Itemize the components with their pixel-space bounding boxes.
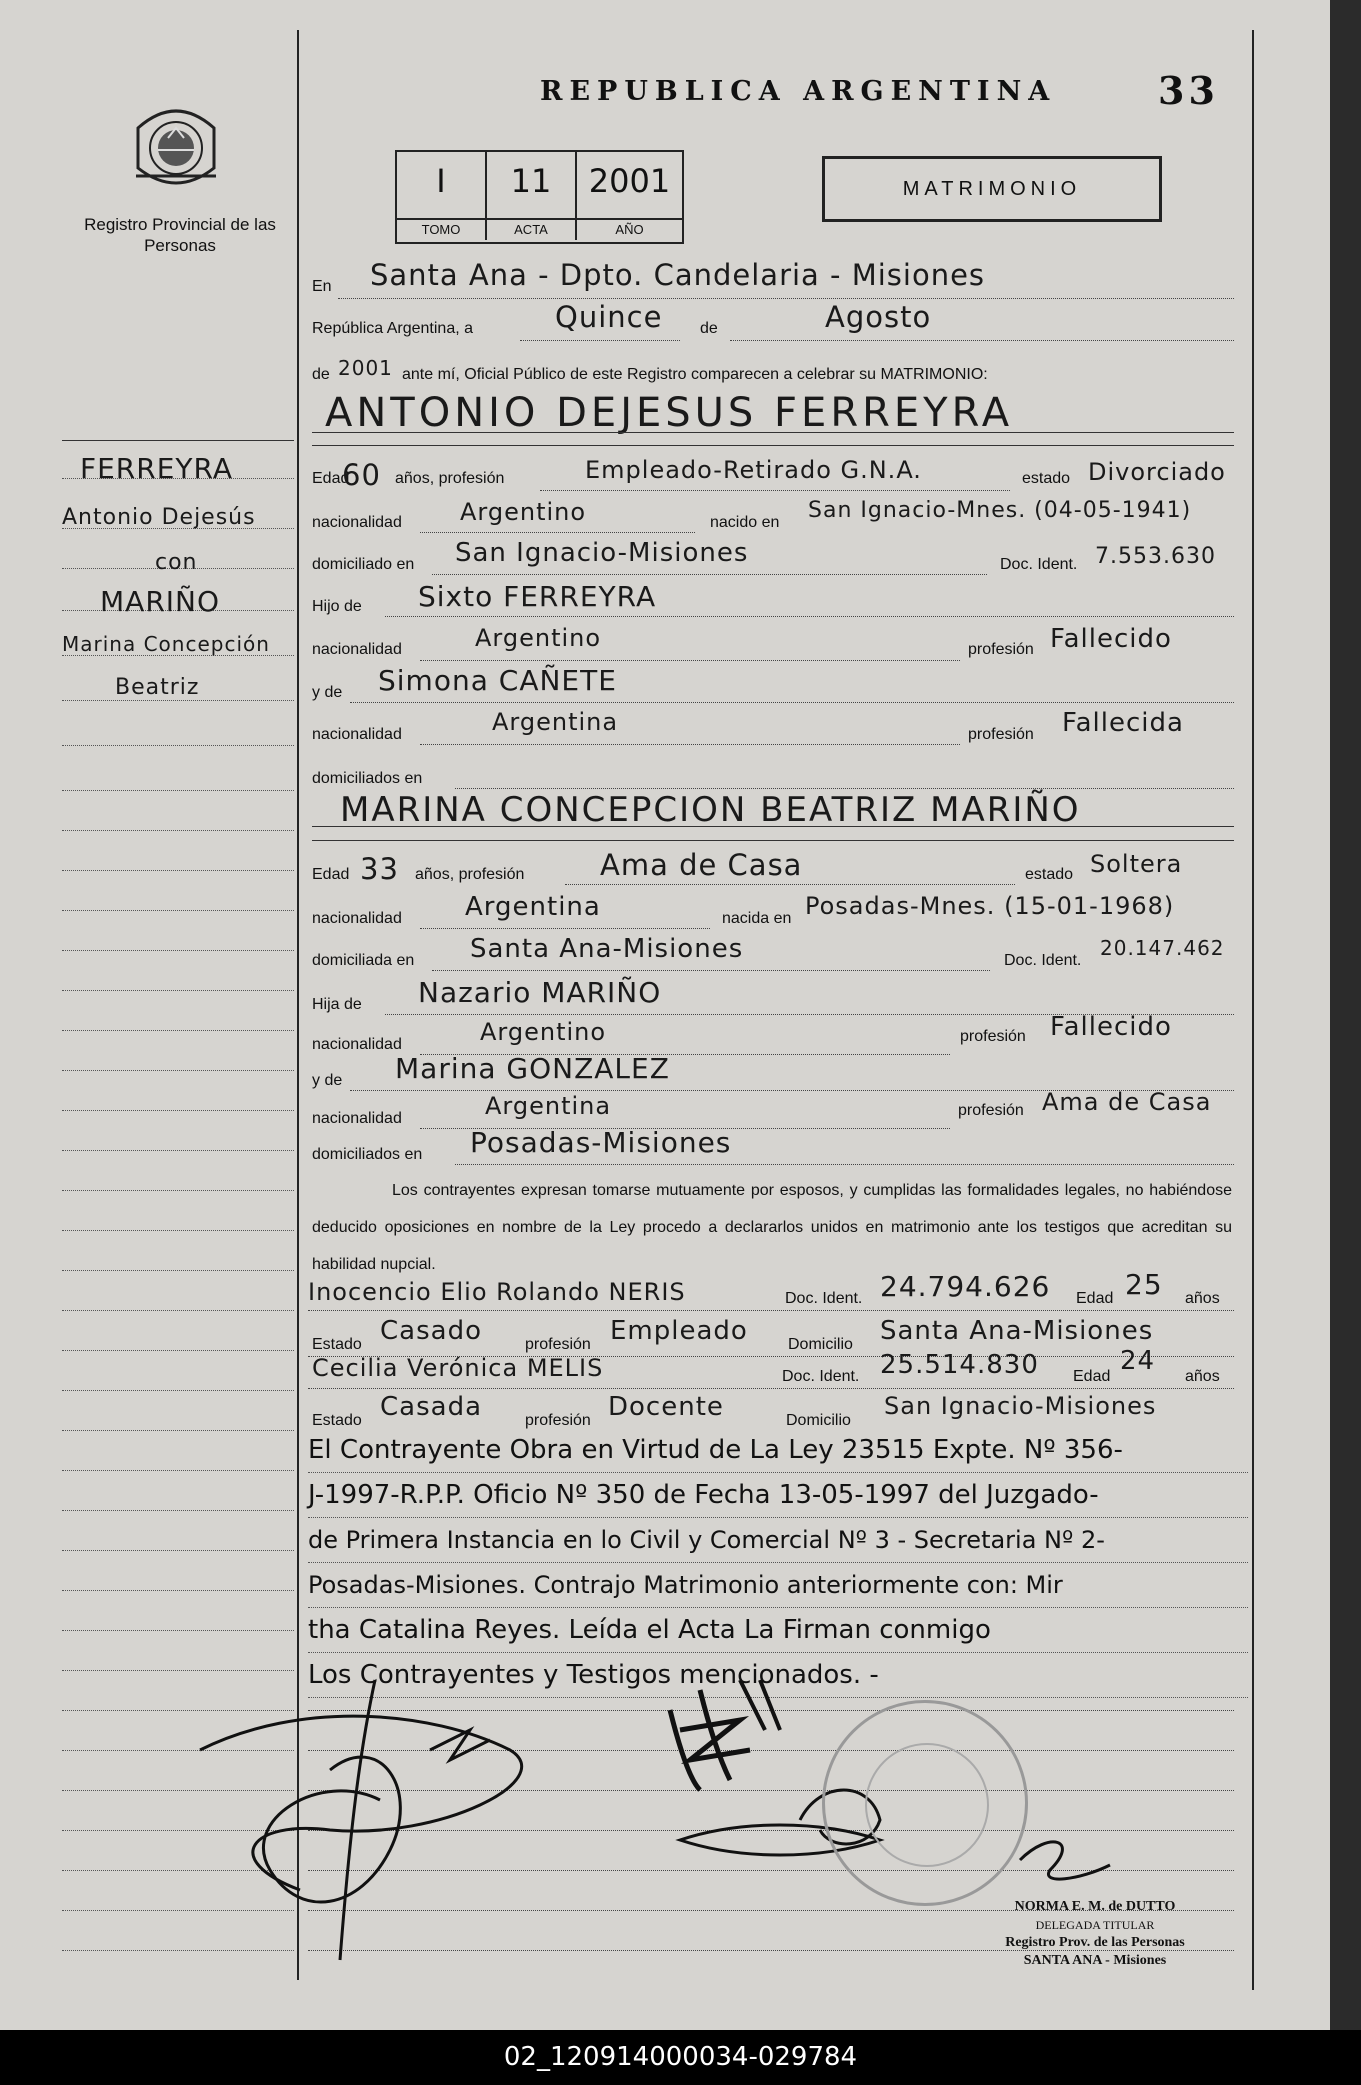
scan-edge (1330, 0, 1361, 2030)
witness-1-edad-label: Edad (1076, 1290, 1114, 1307)
bride-mother: Marina GONZALEZ (395, 1052, 670, 1085)
witness-2-age: 24 (1120, 1346, 1156, 1376)
record-type-box: MATRIMONIO (822, 156, 1162, 222)
observation-line: tha Catalina Reyes. Leída el Acta La Firman conmigo (308, 1608, 1248, 1653)
witness-1-domicilio-label: Domicilio (788, 1336, 853, 1353)
acta-label: ACTA (487, 218, 575, 240)
observation-line: J-1997-R.P.P. Oficio Nº 350 de Fecha 13-05-1997 del Juzgado- (308, 1473, 1248, 1518)
witness-2-doc-label: Doc. Ident. (782, 1368, 860, 1385)
witness-1-doc-label: Doc. Ident. (785, 1290, 863, 1307)
bride-age: 33 (360, 852, 399, 886)
tomo-value: I (436, 162, 446, 200)
groom-profession: Empleado-Retirado G.N.A. (585, 456, 922, 484)
witness-1-estado: Casado (380, 1316, 482, 1346)
anio-label: AÑO (577, 218, 682, 240)
bride-mother-profession: Ama de Casa (1042, 1088, 1212, 1116)
bride-mother-nationality: Argentina (485, 1092, 612, 1120)
acta-value: 11 (510, 162, 552, 200)
witness-2-edad-label: Edad (1073, 1368, 1111, 1385)
bride-estado-label: estado (1025, 866, 1074, 883)
anos-profesion-label: años, profesión (395, 470, 505, 487)
bride-name: MARINA CONCEPCION BEATRIZ MARIÑO (340, 790, 1081, 830)
margin-bride-surname: MARIÑO (100, 585, 221, 618)
edad-label: Edad (312, 470, 350, 487)
officer-title: DELEGADA TITULAR (1035, 1918, 1155, 1932)
bride-father: Nazario MARIÑO (418, 976, 662, 1009)
officer-name: NORMA E. M. de DUTTO (1014, 1899, 1176, 1914)
registro-provincial-label: Registro Provincial de las Personas (84, 215, 276, 255)
tomo-label: TOMO (397, 218, 485, 240)
bride-mother-prof-label: profesión (958, 1102, 1024, 1119)
margin-bride-given: Marina Concepción (62, 632, 270, 656)
groom-father-profession: Fallecido (1050, 624, 1172, 654)
witness-2-name: Cecilia Verónica MELIS (312, 1354, 604, 1382)
tomo-cell (397, 152, 487, 240)
right-border (1252, 30, 1254, 1990)
witness-2-profesion-label: profesión (525, 1412, 591, 1429)
hijo-label: Hijo de (312, 598, 362, 615)
en-label: En (312, 278, 332, 295)
bride-anos-label: años, profesión (415, 866, 525, 883)
groom-father: Sixto FERREYRA (418, 580, 657, 613)
groom-mother-nationality: Argentina (492, 708, 619, 736)
anio-value: 2001 (588, 162, 671, 200)
witness-2-estado-label: Estado (312, 1412, 362, 1429)
nacido-label: nacido en (710, 514, 780, 531)
legal-declaration: Los contrayentes expresan tomarse mutuamente por esposos, y cumplidas las formalidades legales, no habiéndose deducido oposiciones en nombre de la Ley procedo a declararlos unidos en matrimonio ante los testigos que acreditan su habilidad nupcial. (312, 1182, 1232, 1273)
observation-line: El Contrayente Obra en Virtud de La Ley 23515 Expte. Nº 356- (308, 1428, 1248, 1473)
provincial-seal-logo (128, 98, 224, 196)
bride-mother-nat-label: nacionalidad (312, 1110, 402, 1127)
witness-2-domicilio: San Ignacio-Misiones (884, 1392, 1157, 1420)
groom-birthplace: San Ignacio-Mnes. (04-05-1941) (808, 498, 1192, 523)
groom-name: ANTONIO DEJESUS FERREYRA (325, 390, 1014, 436)
month-value: Agosto (825, 300, 932, 334)
bride-nationality: Argentina (465, 892, 601, 922)
groom-doc: 7.553.630 (1095, 544, 1216, 569)
country-title: REPUBLICA ARGENTINA (540, 76, 1057, 107)
margin-con: con (155, 550, 198, 575)
bride-y-de-label: y de (312, 1072, 343, 1089)
mother-profession-label: profesión (968, 726, 1034, 743)
observation-line: Los Contrayentes y Testigos mencionados. - (308, 1653, 1248, 1698)
bride-profession: Ama de Casa (600, 848, 803, 882)
scan-footer-id: 02_120914000034-029784 (0, 2030, 1361, 2085)
bride-civil-status: Soltera (1090, 850, 1183, 878)
de2-label: de (312, 366, 330, 383)
intro-text: ante mí, Oficial Público de este Registro comparecen a celebrar su MATRIMONIO: (402, 366, 988, 383)
groom-mother-profession: Fallecida (1062, 708, 1184, 738)
witness-1-domicilio: Santa Ana-Misiones (880, 1316, 1154, 1346)
witness-1-profesion: Empleado (610, 1316, 748, 1346)
nacionalidad-label: nacionalidad (312, 514, 402, 531)
anio-cell (577, 152, 682, 240)
mother-nationality-label: nacionalidad (312, 726, 402, 743)
official-stamp-center (865, 1743, 989, 1867)
estado-label: estado (1022, 470, 1071, 487)
observation-line: Posadas-Misiones. Contrajo Matrimonio anteriormente con: Mir (308, 1563, 1248, 1608)
witness-1-profesion-label: profesión (525, 1336, 591, 1353)
groom-nationality: Argentino (460, 498, 587, 526)
doc-label: Doc. Ident. (1000, 556, 1078, 573)
officer-signature-block (970, 1898, 1220, 1970)
officer-location: SANTA ANA - Misiones (1023, 1953, 1167, 1968)
bride-father-nat-label: nacionalidad (312, 1036, 402, 1053)
observation-line: de Primera Instancia en lo Civil y Comercial Nº 3 - Secretaria Nº 2- (308, 1518, 1248, 1563)
day-value: Quince (555, 300, 663, 334)
bride-address: Santa Ana-Misiones (470, 934, 744, 964)
domiciliados-label: domiciliados en (312, 770, 423, 787)
father-profession-label: profesión (968, 641, 1034, 658)
margin-groom-surname: FERREYRA (80, 452, 233, 485)
bride-birthplace: Posadas-Mnes. (15-01-1968) (805, 892, 1175, 920)
y-de-label: y de (312, 684, 343, 701)
observations-block (308, 1428, 1248, 1698)
margin-bride-given2: Beatriz (115, 675, 200, 700)
bride-nationality-label: nacionalidad (312, 910, 402, 927)
year-value: 2001 (338, 356, 393, 380)
bride-father-prof-label: profesión (960, 1028, 1026, 1045)
page-number: 33 (1158, 68, 1219, 113)
groom-civil-status: Divorciado (1088, 458, 1226, 486)
margin-groom-given: Antonio Dejesús (62, 505, 256, 530)
witness-1-estado-label: Estado (312, 1336, 362, 1353)
bride-doc-label: Doc. Ident. (1004, 952, 1082, 969)
republica-label: República Argentina, a (312, 320, 473, 337)
witness-1-anos-label: años (1185, 1290, 1220, 1307)
bride-edad-label: Edad (312, 866, 350, 883)
witness-1-age: 25 (1125, 1268, 1163, 1301)
officer-office: Registro Prov. de las Personas (1005, 1935, 1185, 1950)
bride-domicilio-label: domiciliada en (312, 952, 415, 969)
groom-father-nationality: Argentino (475, 624, 602, 652)
bride-father-nationality: Argentino (480, 1018, 607, 1046)
groom-address: San Ignacio-Misiones (455, 538, 749, 568)
hija-label: Hija de (312, 996, 362, 1013)
groom-age: 60 (342, 458, 381, 492)
bride-doc: 20.147.462 (1100, 936, 1225, 960)
witness-2-domicilio-label: Domicilio (786, 1412, 851, 1429)
official-stamp (822, 1700, 1028, 1906)
father-nationality-label: nacionalidad (312, 641, 402, 658)
witness-1-doc: 24.794.626 (880, 1270, 1051, 1303)
groom-mother: Simona CAÑETE (378, 664, 617, 697)
witness-1-name: Inocencio Elio Rolando NERIS (308, 1278, 686, 1306)
bride-parents-address: Posadas-Misiones (470, 1126, 732, 1159)
record-id-box (395, 150, 684, 244)
domicilio-label: domiciliado en (312, 556, 415, 573)
de-label: de (700, 320, 718, 337)
bride-father-profession: Fallecido (1050, 1012, 1172, 1042)
place-value: Santa Ana - Dpto. Candelaria - Misiones (370, 258, 986, 292)
witness-2-doc: 25.514.830 (880, 1350, 1039, 1380)
witness-2-estado: Casada (380, 1392, 483, 1422)
acta-cell (487, 152, 577, 240)
witness-2-anos-label: años (1185, 1368, 1220, 1385)
nacida-label: nacida en (722, 910, 792, 927)
bride-domiciliados-label: domiciliados en (312, 1146, 423, 1163)
witness-2-profesion: Docente (608, 1392, 724, 1422)
